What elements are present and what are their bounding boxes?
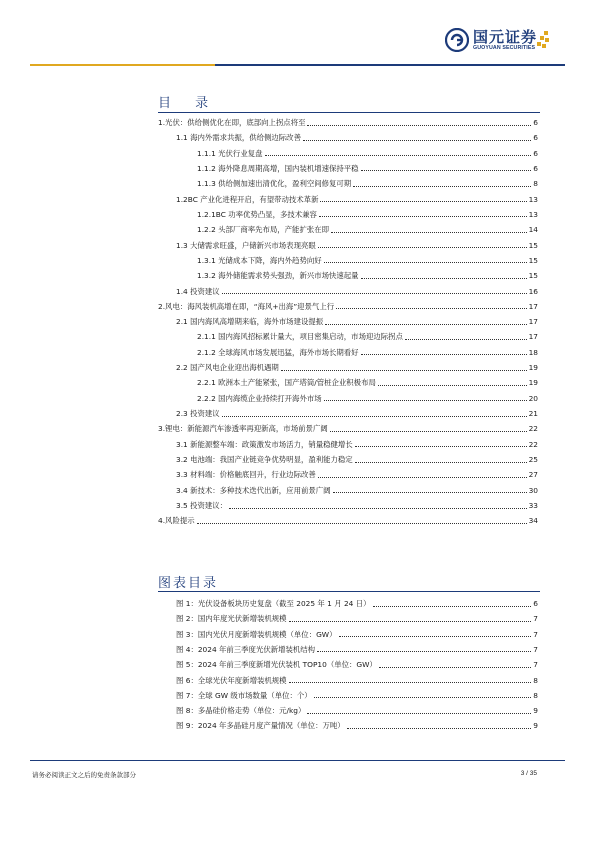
toc-entry-page: 15 xyxy=(528,271,538,281)
toc-entry-page: 13 xyxy=(528,209,538,219)
toc-entry[interactable] xyxy=(176,455,538,464)
toc-entry-leader xyxy=(318,247,527,248)
toc-title-divider xyxy=(158,112,540,113)
toc-entry[interactable] xyxy=(176,363,538,372)
toc-entry-label: 1.3 大储需求旺盛，户储新兴市场表现亮眼 xyxy=(176,240,316,250)
toc-entry-leader xyxy=(330,431,527,432)
toc-entry-label: 1.3.2 海外储能需求势头强劲，新兴市场快速起量 xyxy=(197,271,359,281)
footer-disclaimer: 请务必阅读正文之后的免责条款部分 xyxy=(32,771,136,779)
toc-entry-leader xyxy=(405,339,527,340)
toc-entry[interactable] xyxy=(197,348,538,357)
toc-entry-page: 14 xyxy=(528,225,538,235)
toc-entry-leader xyxy=(320,201,526,202)
toc-entry-label: 3.2 电池端：我国产业链竞争优势明显，盈利能力稳定 xyxy=(176,455,353,465)
footer-divider xyxy=(30,760,565,761)
figure-entry-page: 7 xyxy=(533,644,538,654)
toc-entry-page: 22 xyxy=(528,424,538,434)
toc-entry-label: 3.3 材料端：价格触底回升，行业边际改善 xyxy=(176,470,316,480)
toc-entry-leader xyxy=(318,477,527,478)
toc-entry[interactable] xyxy=(176,440,538,449)
toc-entry-label: 4.风险提示 xyxy=(158,516,195,526)
figure-entry-leader xyxy=(373,606,532,607)
toc-entry[interactable] xyxy=(176,317,538,326)
toc-entry-label: 2.2.1 欧洲本土产能紧张，国产塔筒/管桩企业积极布局 xyxy=(197,378,376,388)
toc-entry-page: 13 xyxy=(528,194,538,204)
figure-entry-leader xyxy=(379,667,531,668)
toc-entry[interactable] xyxy=(158,424,538,433)
figure-entry[interactable] xyxy=(176,599,538,608)
toc-entry[interactable] xyxy=(197,179,538,188)
toc-entry-leader xyxy=(336,308,526,309)
toc-entry-label: 1.光伏：供给侧优化在即，底部向上拐点将至 xyxy=(158,118,306,127)
toc-entry-page: 15 xyxy=(528,240,538,250)
toc-entry-label: 2.1 国内海风高增期来临，海外市场建设提振 xyxy=(176,317,324,327)
toc-entry[interactable] xyxy=(197,332,538,341)
brand-name-cn: 国元证券 xyxy=(472,27,537,46)
toc-entry-label: 1.3.1 光储成本下降，海内外趋势向好 xyxy=(197,255,322,265)
toc-entry-leader xyxy=(307,125,531,126)
figure-entry[interactable] xyxy=(176,645,538,654)
toc-entry[interactable] xyxy=(176,470,538,479)
figure-entry-page: 6 xyxy=(533,599,538,608)
figure-entry-leader xyxy=(289,621,532,622)
toc-entry[interactable] xyxy=(197,149,538,158)
toc-entry-leader xyxy=(229,508,527,509)
figure-entry-page: 7 xyxy=(533,614,538,624)
toc-entry[interactable] xyxy=(197,394,538,403)
toc-entry-label: 1.4 投资建议 xyxy=(176,286,220,296)
toc-entry-leader xyxy=(331,232,527,233)
toc-entry-leader xyxy=(324,262,527,263)
toc-entry-label: 2.风电：海风装机高增在即，“海风+出海”迎景气上行 xyxy=(158,301,335,311)
toc-entry-page: 18 xyxy=(528,347,538,357)
toc-entry-label: 2.1.2 全球海风市场发展迅猛，海外市场长期看好 xyxy=(197,347,359,357)
toc-entry-page: 6 xyxy=(533,133,538,143)
figure-entry[interactable] xyxy=(176,721,538,730)
toc-entry[interactable] xyxy=(176,241,538,250)
brand-logo xyxy=(445,27,537,53)
toc-entry-page: 16 xyxy=(528,286,538,296)
toc-entry-page: 17 xyxy=(528,301,538,311)
toc-entry-label: 2.1.1 国内海风招标累计量大，项目密集启动，市场迎边际拐点 xyxy=(197,332,403,342)
toc-entry-label: 3.4 新技术：多种技术迭代出新，应用前景广阔 xyxy=(176,485,331,495)
toc-entry-label: 1.1 海内外需求共振，供给侧边际改善 xyxy=(176,133,301,143)
figure-entry[interactable] xyxy=(176,691,538,700)
toc-entry-page: 6 xyxy=(533,163,538,173)
toc-entry-page: 34 xyxy=(528,516,538,526)
toc-entry-label: 1.1.2 海外降息周期高增，国内装机增速保持平稳 xyxy=(197,163,359,173)
figures-title: 图表目录 xyxy=(158,576,219,591)
figure-entry-page: 9 xyxy=(533,721,538,731)
figure-entry-leader xyxy=(339,636,532,637)
toc-entry-label: 2.2 国产风电企业迎出海机遇期 xyxy=(176,363,279,373)
figure-entry-label: 图 8：多晶硅价格走势（单位：元/kg） xyxy=(176,706,306,716)
figure-entry[interactable] xyxy=(176,614,538,623)
toc-entry-leader xyxy=(197,523,527,524)
toc-entry-label: 3.5 投资建议： xyxy=(176,501,228,510)
toc-entry[interactable] xyxy=(197,210,538,219)
guoyuan-logo-icon xyxy=(445,28,469,52)
figure-entry-page: 8 xyxy=(533,690,538,700)
figure-entry-page: 7 xyxy=(533,660,538,670)
toc-entry[interactable] xyxy=(197,271,538,280)
figures-title-divider xyxy=(158,591,540,592)
figure-entry-label: 图 5：2024 年前三季度新增光伏装机 TOP10（单位：GW） xyxy=(176,660,377,670)
figure-entry[interactable] xyxy=(176,706,538,715)
brand-name-en: GUOYUAN SECURITIES xyxy=(472,44,536,51)
figure-entry-leader xyxy=(317,651,531,652)
toc-entry[interactable] xyxy=(176,409,538,418)
toc-entry[interactable] xyxy=(176,287,538,296)
toc-entry-page: 25 xyxy=(528,455,538,465)
figure-entry[interactable] xyxy=(176,676,538,685)
toc-entry-leader xyxy=(353,186,531,187)
toc-entry-page: 6 xyxy=(533,118,538,127)
toc-entry-leader xyxy=(355,446,527,447)
toc-entry-page: 30 xyxy=(528,485,538,495)
header-divider-accent xyxy=(30,64,215,66)
toc-entry[interactable] xyxy=(176,501,538,510)
toc-entry[interactable] xyxy=(158,302,538,311)
toc-entry[interactable] xyxy=(158,118,538,127)
toc-entry-leader xyxy=(361,170,532,171)
toc-entry-page: 6 xyxy=(533,148,538,158)
toc-entry[interactable] xyxy=(197,378,538,387)
toc-entry-leader xyxy=(378,385,527,386)
toc-entry-leader xyxy=(361,278,527,279)
toc-entry[interactable] xyxy=(176,133,538,142)
figure-entry-leader xyxy=(307,713,531,714)
toc-entry-leader xyxy=(281,370,527,371)
toc-entry-page: 8 xyxy=(533,179,538,189)
toc-entry-label: 1.2.2 头部厂商率先布局，产能扩张在即 xyxy=(197,225,330,235)
toc-entry-leader xyxy=(222,293,527,294)
figure-entry[interactable] xyxy=(176,660,538,669)
figure-entry-page: 7 xyxy=(533,629,538,639)
toc-entry-page: 17 xyxy=(528,332,538,342)
toc-entry-leader xyxy=(265,155,532,156)
toc-entry-leader xyxy=(325,324,526,325)
toc-title: 目 录 xyxy=(158,96,219,111)
toc-entry-label: 3.锂电：新能源汽车渗透率再迎新高，市场前景广阔 xyxy=(158,424,328,434)
toc-entry-leader xyxy=(303,140,531,141)
toc-entry-label: 1.1.3 供给侧加速出清优化，盈利空间修复可期 xyxy=(197,179,352,189)
toc-entry[interactable] xyxy=(176,195,538,204)
toc-entry-label: 1.2.1BC 功率优势凸显，多技术兼容 xyxy=(197,209,317,219)
figure-entry-leader xyxy=(314,697,532,698)
toc-entry[interactable] xyxy=(176,486,538,495)
toc-entry-page: 17 xyxy=(528,317,538,327)
toc-entry-page: 33 xyxy=(528,501,538,510)
page-number: 3 / 35 xyxy=(520,770,537,777)
toc-entry[interactable] xyxy=(197,225,538,234)
figure-entry-label: 图 4：2024 年前三季度光伏新增装机结构 xyxy=(176,644,316,654)
figure-entry-label: 图 6：全球光伏年度新增装机规模 xyxy=(176,675,287,685)
figure-entry[interactable] xyxy=(176,630,538,639)
toc-entry-leader xyxy=(361,354,527,355)
toc-entry-page: 19 xyxy=(528,363,538,373)
toc-entry-label: 2.3 投资建议 xyxy=(176,409,220,419)
toc-entry[interactable] xyxy=(197,164,538,173)
toc-entry-leader xyxy=(355,462,527,463)
toc-entry-page: 27 xyxy=(528,470,538,480)
toc-entry-label: 3.1 新能源整车端：政策激发市场活力，销量稳健增长 xyxy=(176,439,353,449)
toc-entry-page: 22 xyxy=(528,439,538,449)
toc-entry-page: 21 xyxy=(528,409,538,419)
toc-entry-page: 19 xyxy=(528,378,538,388)
figure-entry-page: 8 xyxy=(533,675,538,685)
brand-decoration-icon xyxy=(537,31,551,49)
toc-entry-page: 15 xyxy=(528,255,538,265)
toc-entry-leader xyxy=(222,416,527,417)
figure-entry-label: 图 2：国内年度光伏新增装机规模 xyxy=(176,614,287,624)
toc-entry-leader xyxy=(324,400,527,401)
figure-entry-label: 图 1：光伏设备板块历史复盘（截至 2025 年 1 月 24 日） xyxy=(176,599,371,608)
toc-entry-label: 1.1.1 光伏行业复盘 xyxy=(197,148,263,158)
toc-entry-label: 1.2BC 产业化进程开启，有望带动技术革新 xyxy=(176,194,319,204)
figure-entry-label: 图 7：全球 GW 级市场数量（单位：个） xyxy=(176,690,312,700)
figure-entry-leader xyxy=(347,728,532,729)
figure-entry-page: 9 xyxy=(533,706,538,716)
toc-entry[interactable] xyxy=(158,516,538,525)
toc-entry[interactable] xyxy=(197,256,538,265)
figure-entry-leader xyxy=(289,682,532,683)
toc-entry-leader xyxy=(333,492,527,493)
toc-entry-label: 2.2.2 国内海缆企业持续打开海外市场 xyxy=(197,393,322,403)
toc-entry-leader xyxy=(319,216,527,217)
figure-entry-label: 图 9：2024 年多晶硅月度产量情况（单位：万吨） xyxy=(176,721,345,731)
figure-entry-label: 图 3：国内光伏月度新增装机规模（单位：GW） xyxy=(176,629,337,639)
toc-entry-page: 20 xyxy=(528,393,538,403)
